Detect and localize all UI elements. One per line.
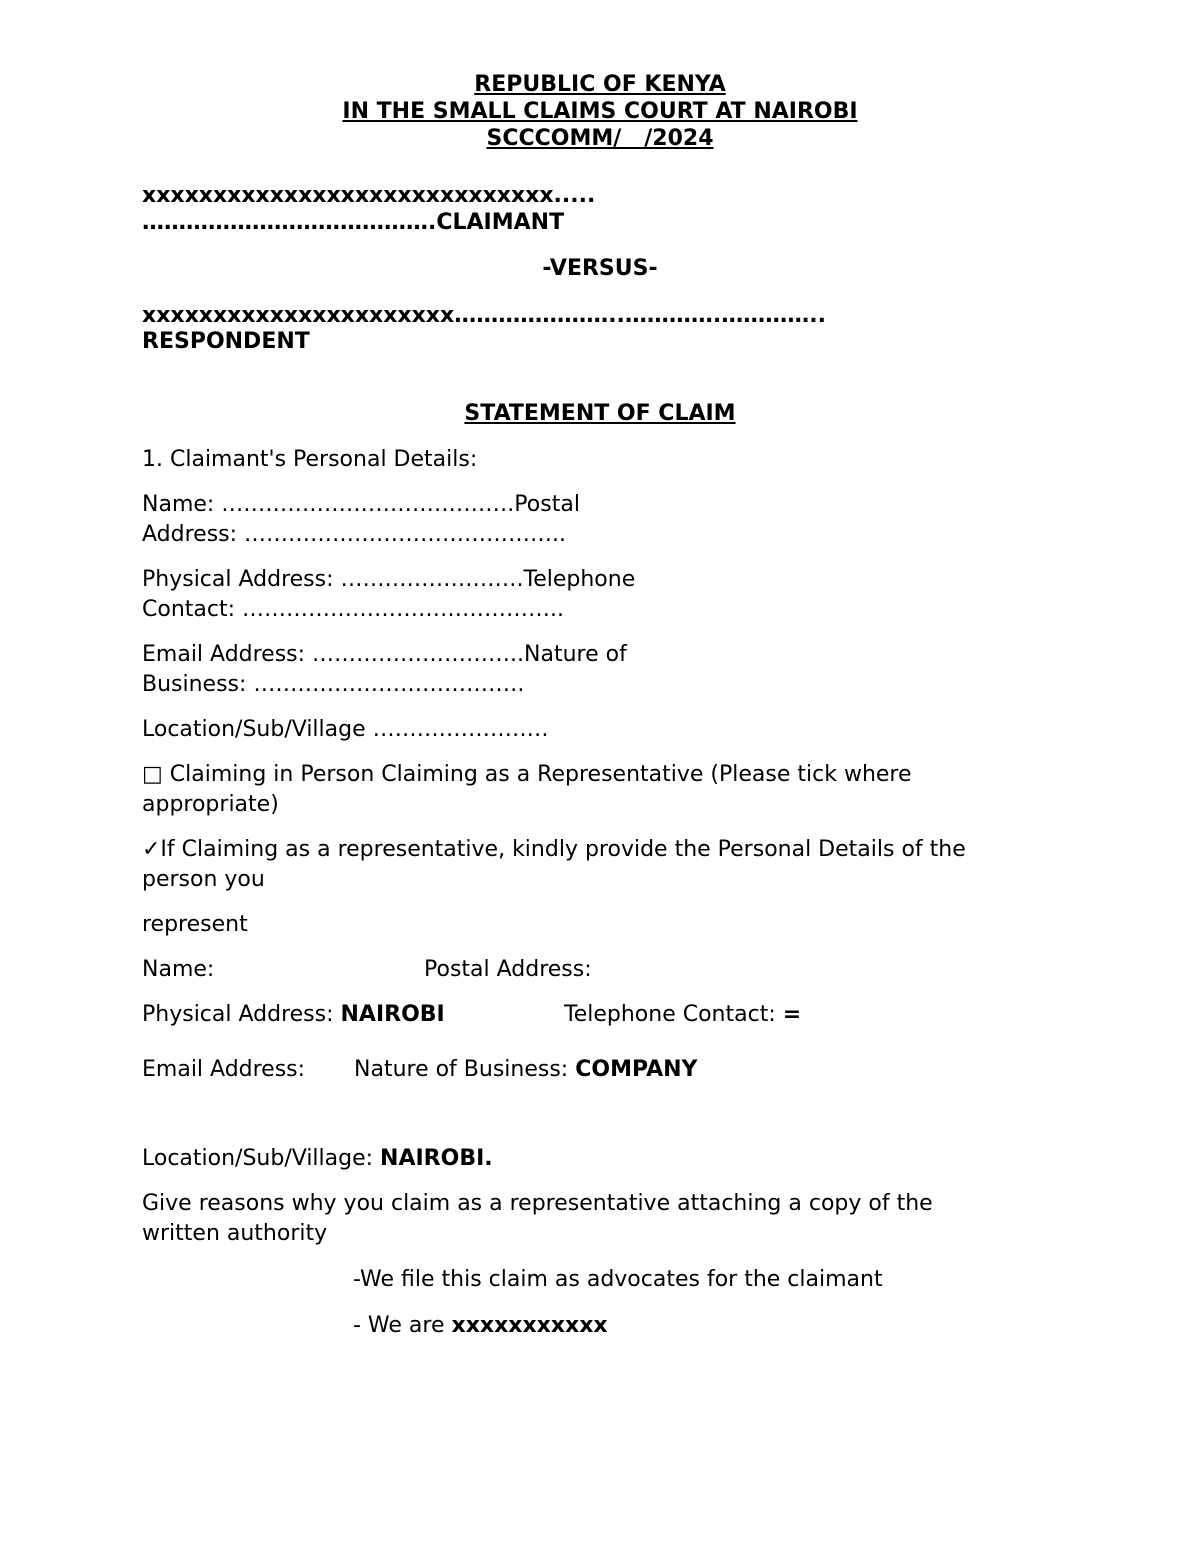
- rep-physical-address: [142, 1000, 445, 1030]
- claim-type-checkbox-line: □ Claiming in Person Claiming as a Representative (Please tick where: [142, 762, 912, 787]
- rep-telephone-contact: [564, 1000, 801, 1030]
- reason-item-2: [353, 1311, 608, 1341]
- claimant-label-line: ………………………………….CLAIMANT: [142, 210, 565, 235]
- respondent-name-line: xxxxxxxxxxxxxxxxxxxxxx…………………..………….…………..: [142, 303, 826, 328]
- claimant-business-field: Business: ……………………………….: [142, 672, 525, 697]
- rep-telephone-label: Telephone Contact:: [564, 1002, 783, 1027]
- rep-physical-value: NAIROBI: [340, 1002, 445, 1027]
- section1-heading: 1. Claimant's Personal Details:: [142, 447, 478, 472]
- reason-item-1: -We file this claim as advocates for the claimant: [353, 1267, 883, 1292]
- rep-business: [354, 1055, 697, 1085]
- rep-location: [142, 1144, 493, 1174]
- rep-business-value: COMPANY: [575, 1057, 698, 1082]
- rep-location-value: NAIROBI.: [380, 1146, 493, 1171]
- representative-instruction-2: person you: [142, 867, 265, 892]
- rep-name-label: Name:: [142, 957, 215, 982]
- rep-physical-label: Physical Address:: [142, 1002, 341, 1027]
- reason-item-2-value: xxxxxxxxxxx: [451, 1313, 608, 1338]
- claimant-email-field: Email Address: ………………………..Nature of: [142, 642, 627, 667]
- reasons-prompt: Give reasons why you claim as a representative attaching a copy of the: [142, 1191, 933, 1216]
- header-case-number: SCCCOMM/ /2024: [486, 126, 714, 151]
- respondent-label: RESPONDENT: [142, 329, 310, 354]
- rep-location-label: Location/Sub/Village:: [142, 1146, 381, 1171]
- rep-postal-label: Postal Address:: [424, 957, 592, 982]
- claim-type-checkbox-line-2: appropriate): [142, 792, 279, 817]
- claimant-postal-field: Address: ……………………………………..: [142, 522, 567, 547]
- rep-telephone-value: =: [782, 1002, 802, 1027]
- rep-email-label: Email Address:: [142, 1057, 306, 1082]
- claimant-telephone-field: Contact: ……………………………………..: [142, 597, 564, 622]
- reasons-prompt-2: written authority: [142, 1221, 328, 1246]
- rep-business-label: Nature of Business:: [354, 1057, 576, 1082]
- reason-item-2-prefix: - We are: [353, 1313, 452, 1338]
- representative-instruction: ✓If Claiming as a representative, kindly provide the Personal Details of the: [142, 837, 966, 862]
- versus-label: -VERSUS-: [542, 256, 658, 281]
- header-republic: REPUBLIC OF KENYA: [474, 72, 726, 97]
- claimant-name-field: Name: ………………………………….Postal: [142, 492, 580, 517]
- claimant-physical-field: Physical Address: …………………….Telephone: [142, 567, 636, 592]
- representative-instruction-3: represent: [142, 912, 248, 937]
- claimant-location-field: Location/Sub/Village ……………………: [142, 717, 549, 742]
- statement-title: STATEMENT OF CLAIM: [464, 401, 736, 426]
- claimant-name-line: xxxxxxxxxxxxxxxxxxxxxxxxxxxxx.....: [142, 183, 596, 208]
- header-court: IN THE SMALL CLAIMS COURT AT NAIROBI: [342, 99, 858, 124]
